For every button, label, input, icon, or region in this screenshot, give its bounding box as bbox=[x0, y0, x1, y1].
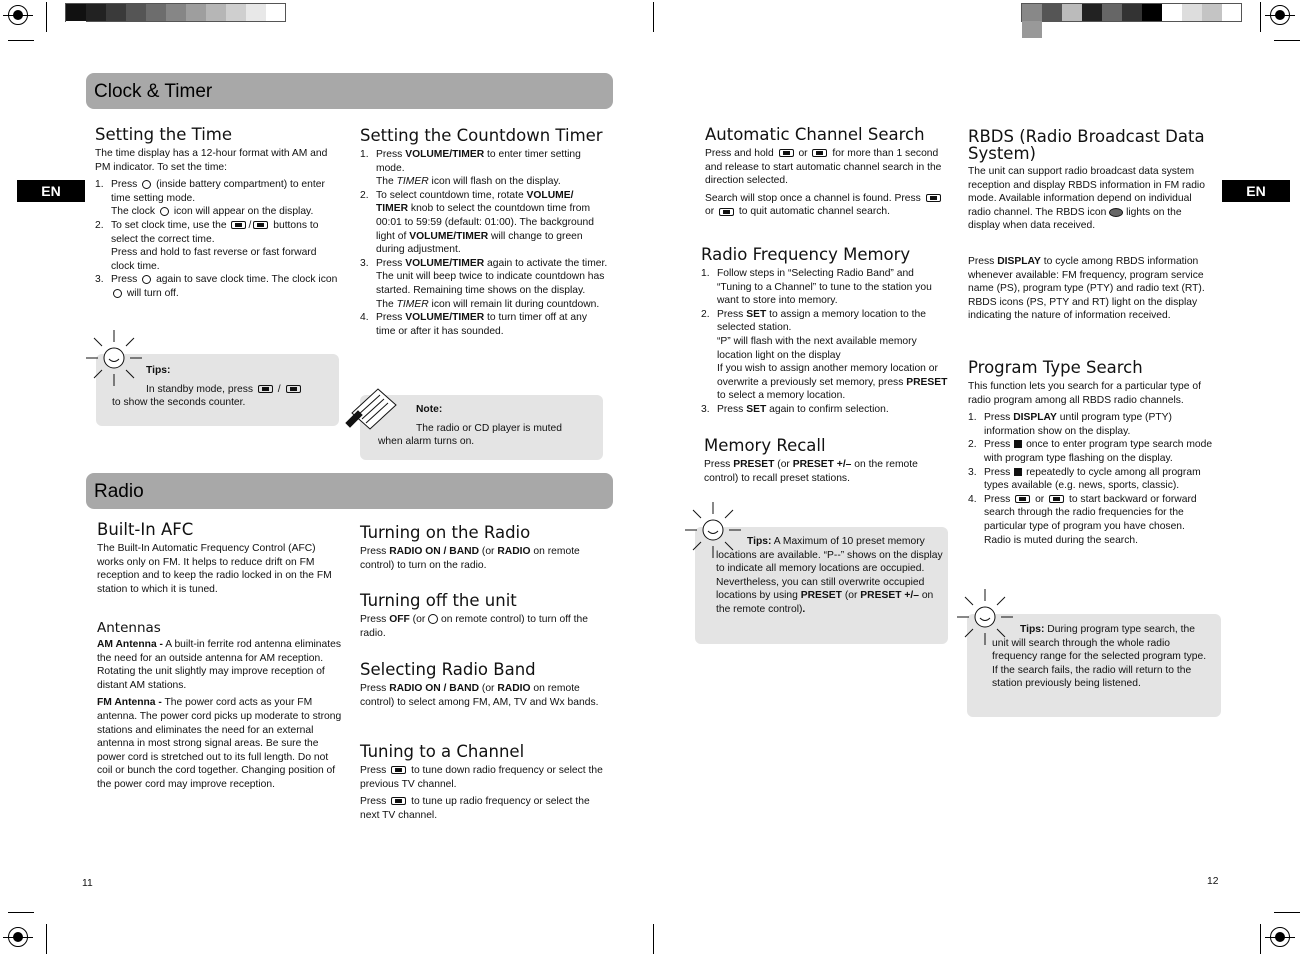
rbds-section: RBDS (Radio Broadcast Data System) The unit can support radio broadcast data system reception and display RBDS information in FM radio mode. Available information depend on individual radio channel. The RBDS icon lights on the display when data received. Press DISPLAY to cycle among RBDS information whenever available: FM frequency, program service name (PS), program type (PTY) and radio text (RT). RBDS icons (PS, PTY and RT) light on the display indicating the nature of information received. bbox=[968, 128, 1214, 327]
clock-set-icon bbox=[142, 275, 151, 284]
stop-icon bbox=[1014, 440, 1022, 448]
tips-text: Tips: During program type search, the unit will search through the whole radio frequency range for the selected program type. If the search fails, the radio will return to the station previously being listened. bbox=[992, 624, 1207, 690]
page-number-left: 11 bbox=[82, 878, 93, 889]
step-2: 2. Press once to enter program type search mode with program type flashing on the display. bbox=[968, 439, 1213, 464]
registration-mark-icon bbox=[8, 5, 28, 25]
color-bar-right bbox=[1021, 3, 1242, 22]
section-banner-radio: Radio bbox=[86, 473, 613, 509]
section-title: Automatic Channel Search bbox=[705, 125, 925, 144]
fm-antenna-text: FM Antenna - The power cord acts as your FM antenna. The power cord picks up moderate to strong stations and eliminates the need for an external antenna in most strong signal areas. Be sure the power cord is stretched out to its full length. Do not coil or bunch the cord together. Changing position of the power cord may improve reception. bbox=[97, 697, 342, 790]
registration-mark-icon bbox=[8, 927, 28, 947]
tips-text: Tips: In standby mode, press / to show the seconds counter. bbox=[112, 364, 334, 410]
section-title: Memory Recall bbox=[704, 436, 826, 455]
skip-back-icon bbox=[391, 766, 406, 774]
intro-text: The time display has a 12-hour format with AM and PM indicator. To set the time: bbox=[95, 148, 328, 173]
program-type-search: Program Type Search This function lets you search for a particular type of radio program among all RBDS radio channels. 1. Press DISPLAY until program type (PTY) information show on the display. 2. Press once to enter program type search mode with program type flashing on the display. 3. Press repeatedly to cycle among all program types available (e.g. news, sports, classic). 4. Press or to start backward or forward search through the radio frequencies for the particular type of program you have chosen. Radio is muted during the search. bbox=[968, 358, 1213, 546]
language-tab-right: EN bbox=[1222, 180, 1290, 202]
step-3: 3. Press SET again to confirm selection. bbox=[701, 403, 889, 415]
tips-label: Tips: bbox=[747, 536, 772, 547]
section-title: Built-In AFC bbox=[97, 520, 194, 539]
memory-recall: Memory Recall Press PRESET (or PRESET +/– on the remote control) to recall preset stations. bbox=[704, 437, 949, 489]
skip-back-icon bbox=[1015, 495, 1030, 503]
section-title: RBDS (Radio Broadcast Data System) bbox=[968, 127, 1205, 163]
skip-forward-icon bbox=[719, 208, 734, 216]
step-2: 2. To select countdown time, rotate VOLUME/ TIMER knob to select the countdown time from 00:01 to 59:59 (default: 01:00). The background light of VOLUME/TIMER will change to green during adjustment. bbox=[360, 189, 594, 256]
crop-mark bbox=[1260, 2, 1261, 32]
step-2: 2. Press SET to assign a memory location to the selected station. “P” will flash with the next available memory location light on the display If you wish to assign another memory location or overwrite a previously set memory, press PRESET to select a memory location. bbox=[701, 308, 948, 402]
section-title: Radio Frequency Memory bbox=[701, 245, 911, 264]
crop-mark bbox=[46, 2, 47, 32]
skip-back-icon bbox=[258, 385, 273, 393]
step-2: 2. To set clock time, use the / buttons to select the correct time. Press and hold to fast reverse or fast forward clock time. bbox=[95, 219, 319, 272]
section-title: Tuning to a Channel bbox=[360, 742, 525, 761]
section-title: Selecting Radio Band bbox=[360, 660, 536, 679]
step-1: 1. Press VOLUME/TIMER to enter timer setting mode. The TIMER icon will flash on the display. bbox=[360, 149, 581, 188]
crop-mark bbox=[1274, 912, 1300, 913]
power-icon bbox=[428, 614, 438, 624]
clock-icon bbox=[113, 289, 122, 298]
skip-forward-icon bbox=[1049, 495, 1064, 503]
tuning-to-channel: Tuning to a Channel Press to tune down radio frequency or select the previous TV channel. Press to tune up radio frequency or select the next TV channel. bbox=[360, 743, 605, 826]
section-title: Turning off the unit bbox=[360, 591, 517, 610]
tips-label: Tips: bbox=[146, 365, 171, 376]
turning-on-radio: Turning on the Radio Press RADIO ON / BAND (or RADIO on remote control) to turn on the radio. bbox=[360, 524, 605, 576]
skip-back-icon bbox=[779, 149, 794, 157]
color-bar-left bbox=[65, 3, 286, 22]
skip-forward-icon bbox=[812, 149, 827, 157]
crop-mark bbox=[8, 40, 34, 41]
note-text: Note: The radio or CD player is muted when alarm turns on. bbox=[378, 403, 600, 449]
tips-label: Tips: bbox=[1020, 624, 1045, 635]
step-1: 1. Press (inside battery compartment) to enter time setting mode. The clock icon will appear on the display. bbox=[95, 179, 325, 218]
section-title: Setting the Countdown Timer bbox=[360, 126, 603, 145]
skip-forward-icon bbox=[391, 797, 406, 805]
section-title: Turning on the Radio bbox=[360, 523, 531, 542]
clock-icon bbox=[160, 207, 169, 216]
setting-the-time bbox=[95, 126, 342, 301]
setting-countdown-timer bbox=[360, 127, 608, 338]
step-4: 4. Press VOLUME/TIMER to turn timer off at any time or after it has sounded. bbox=[360, 312, 587, 337]
tips-text: Tips: A Maximum of 10 preset memory locations are available. “P--” shows on the display to indicate all memory locations are occupied. Nevertheless, you can still overwrite occupied locations by using PRESET (or PRESET +/– on the remote control). bbox=[716, 536, 943, 615]
antennas bbox=[97, 620, 342, 796]
crop-mark bbox=[46, 924, 47, 954]
page-number-right: 12 bbox=[1207, 876, 1219, 887]
radio-frequency-memory bbox=[701, 246, 949, 417]
step-3: 3. Press VOLUME/TIMER again to activate the timer. The unit will beep twice to indicate countdown has started. Remaining time shows on the display. The TIMER icon will remain lit during countdown. bbox=[360, 257, 608, 310]
step-3: 3. Press repeatedly to cycle among all program types available (e.g. news, sports, classic). bbox=[968, 466, 1201, 492]
section-banner-clock-timer: Clock & Timer bbox=[86, 73, 613, 109]
crop-mark bbox=[653, 924, 654, 954]
built-in-afc bbox=[97, 521, 342, 600]
registration-mark-icon bbox=[1270, 5, 1290, 25]
am-antenna-text: AM Antenna - A built-in ferrite rod antenna eliminates the need for an outside antenna for AM reception. Rotating the unit slightly may improve reception of distant AM stations. bbox=[97, 639, 341, 691]
skip-back-icon bbox=[231, 221, 246, 229]
crop-mark bbox=[1260, 924, 1261, 954]
crop-mark bbox=[1274, 40, 1300, 41]
selecting-radio-band: Selecting Radio Band Press RADIO ON / BAND (or RADIO on remote control) to select among FM, AM, TV and Wx bands. bbox=[360, 661, 605, 713]
subsection-title: Antennas bbox=[97, 620, 161, 636]
crop-mark bbox=[653, 2, 654, 32]
registration-mark-icon bbox=[1270, 927, 1290, 947]
skip-forward-icon bbox=[286, 385, 301, 393]
step-1: 1. Press DISPLAY until program type (PTY) information show on the display. bbox=[968, 412, 1172, 437]
skip-back-icon bbox=[926, 194, 941, 202]
rbds-icon bbox=[1109, 208, 1123, 217]
clock-set-icon bbox=[142, 180, 151, 189]
afc-text: The Built-In Automatic Frequency Control (AFC) works only on FM. It helps to reduce drift on FM reception and to keep the radio locked in on the FM station to which it is tuned. bbox=[97, 543, 332, 595]
note-label: Note: bbox=[416, 404, 443, 415]
step-1: 1. Follow steps in “Selecting Radio Band” and “Tuning to a Channel” to tune to the station you want to store into memory. bbox=[701, 268, 932, 307]
turning-off-unit: Turning off the unit Press OFF (or on remote control) to turn off the radio. bbox=[360, 592, 605, 644]
section-title: Program Type Search bbox=[968, 358, 1143, 377]
step-4: 4. Press or to start backward or forward search through the radio frequencies for the particular type of program you have chosen. Radio is muted during the search. bbox=[968, 493, 1197, 546]
language-tab-left: EN bbox=[17, 180, 85, 202]
step-3: 3. Press again to save clock time. The clock icon will turn off. bbox=[95, 274, 338, 299]
section-title: Setting the Time bbox=[95, 125, 233, 144]
automatic-channel-search: Automatic Channel Search Press and hold or for more than 1 second and release to start automatic channel search in the direction selected. Search will stop once a channel is found. Press or to quit automatic channel search. bbox=[705, 126, 950, 223]
stop-icon bbox=[1014, 468, 1022, 476]
skip-forward-icon bbox=[253, 221, 268, 229]
crop-mark bbox=[8, 912, 34, 913]
